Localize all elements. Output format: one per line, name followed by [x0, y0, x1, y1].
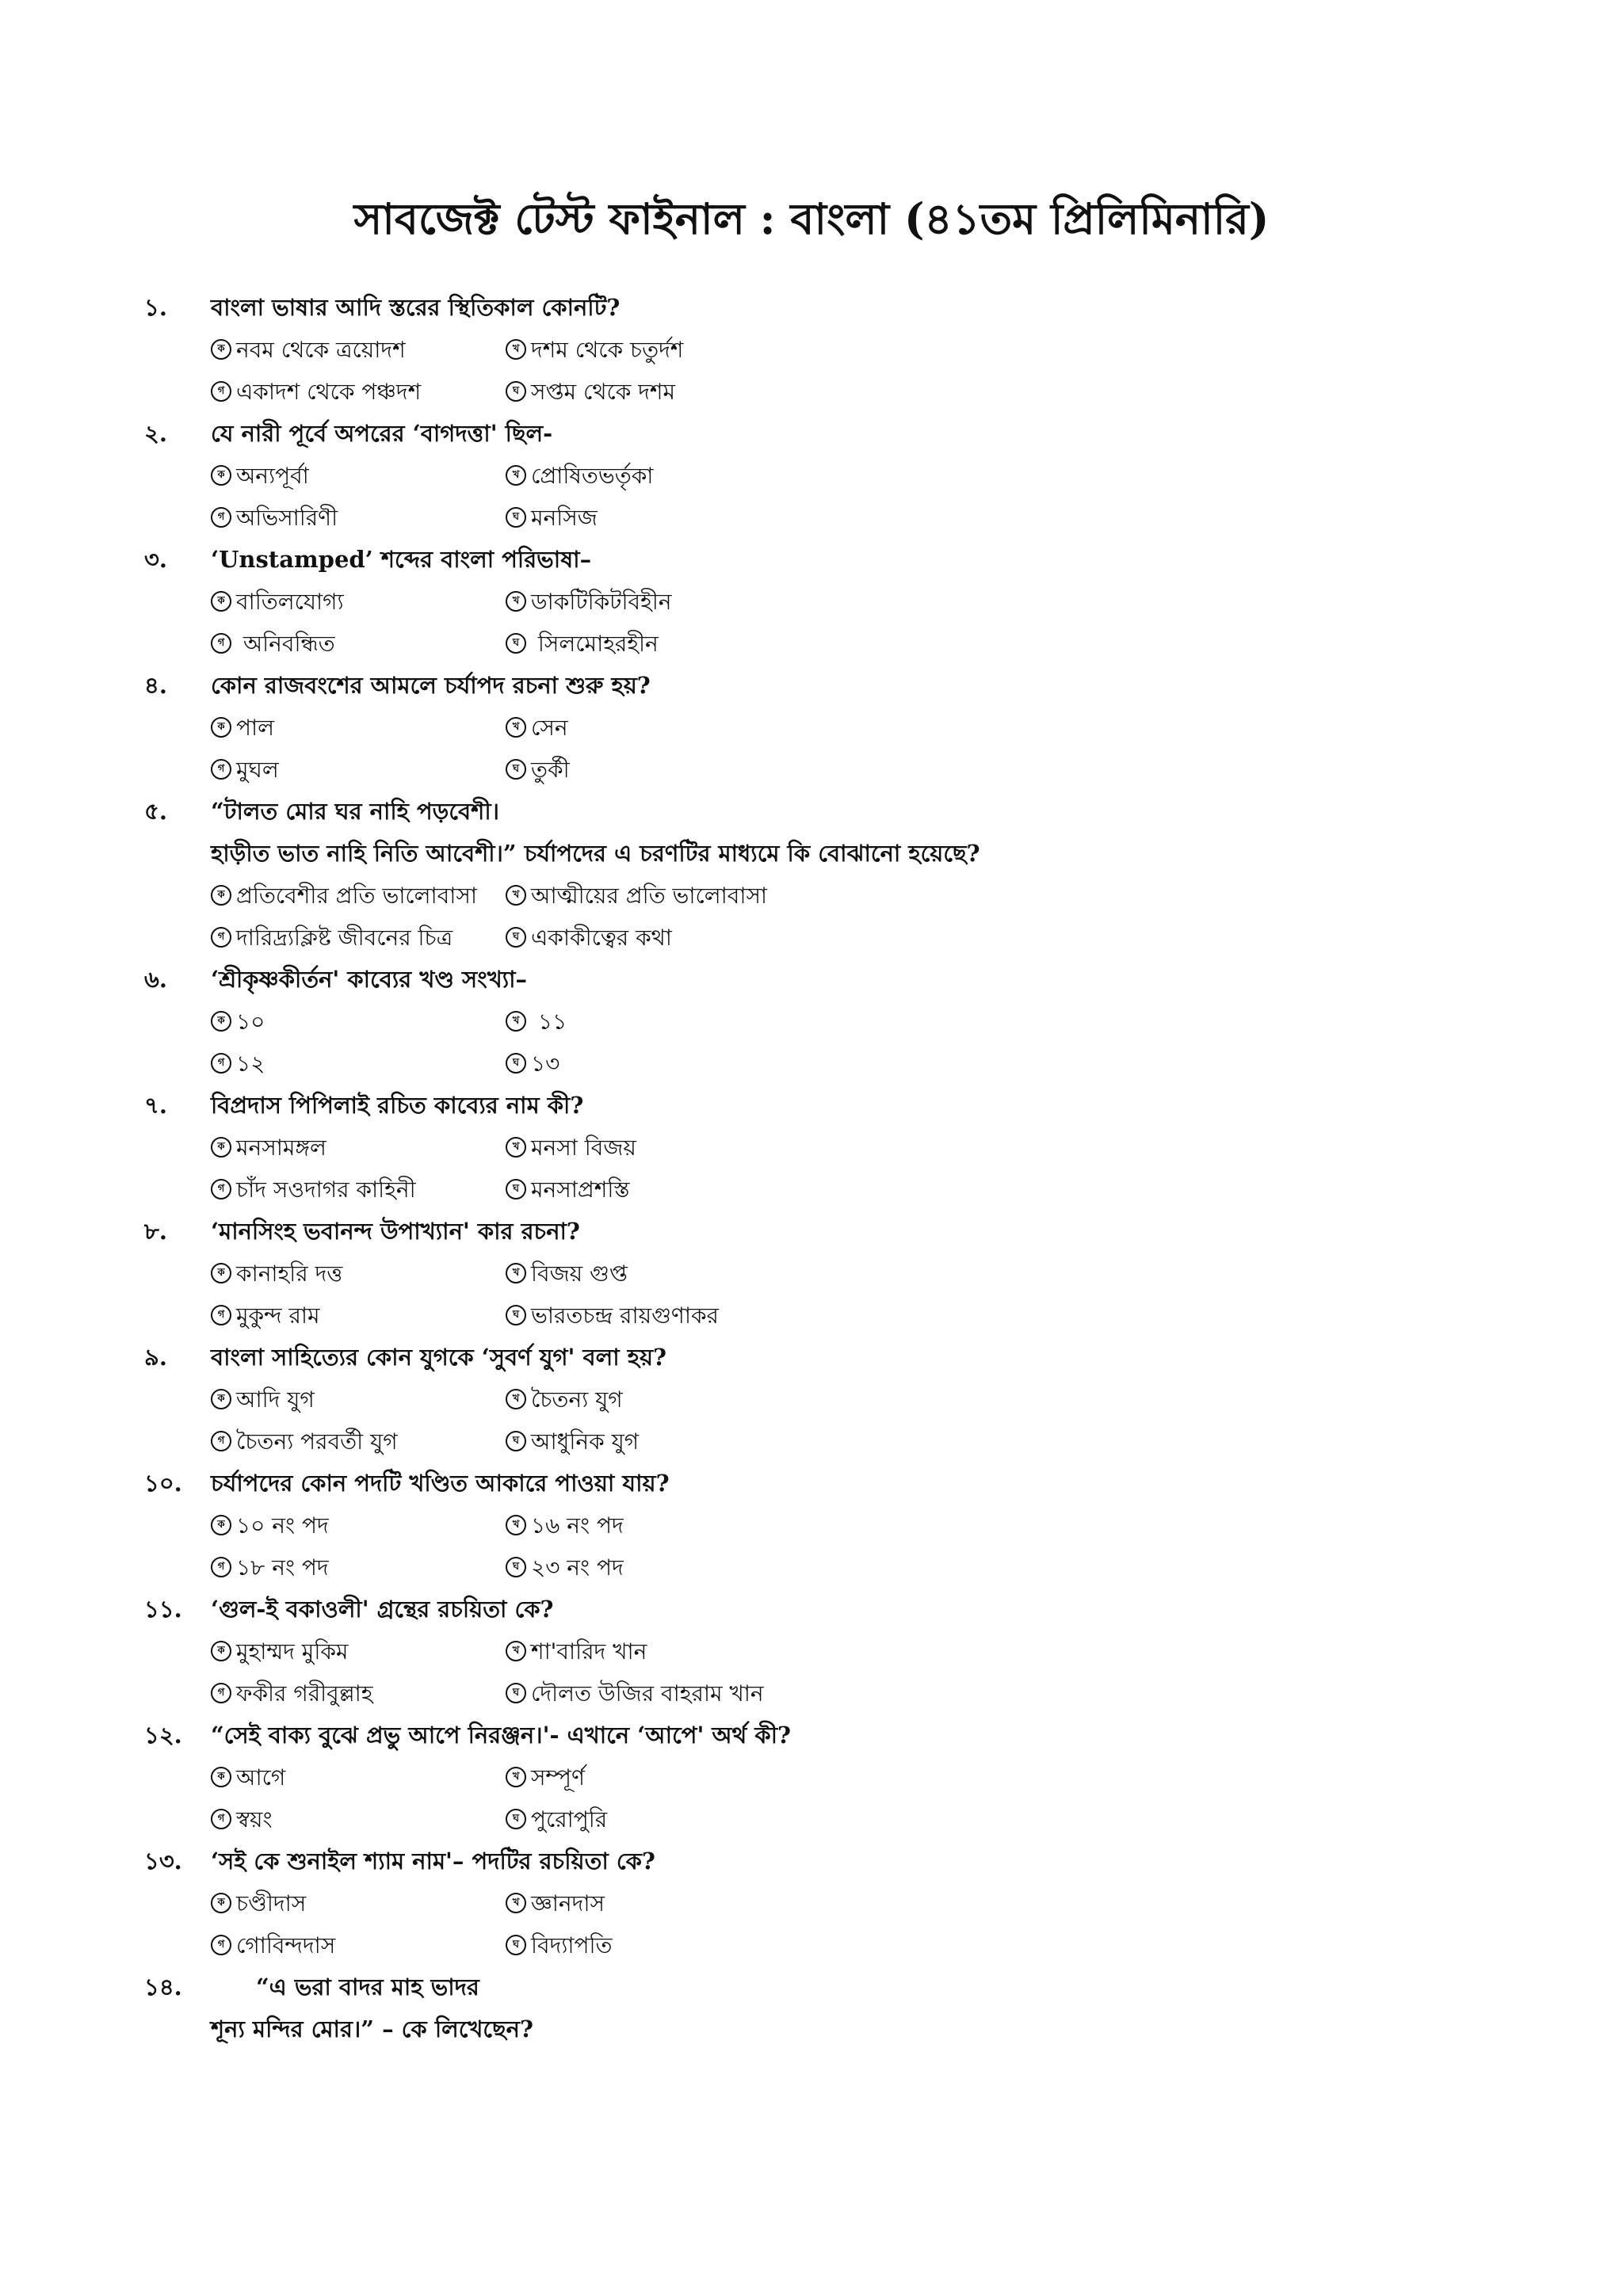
question-text: ‘Unstamped’ শব্দের বাংলা পরিভাষা– — [211, 546, 592, 573]
option-text: একাদশ থেকে পঞ্চদশ — [236, 379, 422, 405]
question-number: ২. — [144, 420, 167, 447]
option-gha — [506, 1043, 559, 1085]
option-marker-icon: ঘ — [506, 927, 526, 948]
option-gha — [506, 749, 570, 791]
option-text: মুহাম্মদ মুকিম — [236, 1638, 349, 1665]
option-text: ১৮ নং পদ — [236, 1554, 329, 1581]
question-text: কোন রাজবংশের আমলে চর্যাপদ রচনা শুরু হয়? — [211, 672, 651, 699]
option-ga — [211, 749, 279, 791]
question-number: ১১. — [144, 1596, 182, 1623]
option-ka — [211, 707, 274, 749]
option-marker-icon: গ — [211, 1305, 231, 1325]
option-text: মনসামঙ্গল — [236, 1135, 327, 1161]
option-marker-icon: খ — [506, 591, 526, 612]
option-marker-icon: খ — [506, 1011, 526, 1032]
option-text: ১০ নং পদ — [236, 1512, 329, 1539]
option-ga — [211, 1295, 320, 1337]
option-marker-icon: গ — [211, 1179, 231, 1199]
option-text: ১২ — [236, 1051, 265, 1077]
question-9 — [0, 1337, 1623, 1463]
question-text: বাংলা সাহিত্যের কোন যুগকে ‘সুবর্ণ যুগ' বলা হয়? — [211, 1344, 667, 1371]
option-marker-icon: ক — [211, 1515, 231, 1535]
option-text: মুকুন্দ রাম — [236, 1302, 320, 1329]
question-10 — [0, 1463, 1623, 1589]
option-text: তুর্কী — [531, 757, 570, 783]
question-text: “সেই বাক্য বুঝে প্রভু আপে নিরঞ্জন।'- এখানে ‘আপে' অর্থ কী? — [211, 1722, 791, 1749]
option-marker-icon: ঘ — [506, 1557, 526, 1577]
option-text: পাল — [236, 715, 274, 741]
option-marker-icon: ক — [211, 885, 231, 906]
option-kha — [506, 1630, 647, 1672]
option-marker-icon: গ — [211, 1431, 231, 1451]
option-ga — [211, 1043, 265, 1085]
option-gha — [506, 1672, 764, 1714]
question-text: ‘শ্রীকৃষ্ণকীর্তন' কাব্যের খণ্ড সংখ্যা– — [211, 966, 528, 993]
question-2 — [0, 413, 1623, 539]
option-ka — [211, 1630, 348, 1672]
option-marker-icon: খ — [506, 1263, 526, 1283]
question-text: বাংলা ভাষার আদি স্তরের স্থিতিকাল কোনটি? — [211, 294, 621, 321]
option-gha — [506, 1169, 630, 1211]
option-marker-icon: ঘ — [506, 507, 526, 528]
option-kha — [506, 1882, 605, 1924]
option-text: সেন — [531, 715, 568, 741]
question-number: ১. — [144, 294, 167, 321]
option-text: আধুনিক যুগ — [531, 1428, 640, 1455]
option-text: প্রোষিতভর্তৃকা — [531, 463, 654, 489]
option-ga — [211, 1672, 372, 1714]
option-marker-icon: ঘ — [506, 1053, 526, 1074]
option-ka — [211, 1253, 342, 1295]
question-number: ১০. — [144, 1470, 182, 1497]
option-text: মুঘল — [236, 757, 279, 783]
option-marker-icon: খ — [506, 1137, 526, 1158]
option-ka — [211, 1127, 327, 1169]
option-text: আগে — [236, 1764, 286, 1791]
option-text: জ্ঞানদাস — [531, 1890, 605, 1917]
option-marker-icon: গ — [211, 927, 231, 948]
option-text: বিজয় গুপ্ত — [531, 1261, 628, 1287]
option-marker-icon: গ — [211, 1809, 231, 1829]
option-marker-icon: ঘ — [506, 1935, 526, 1955]
option-marker-icon: খ — [506, 465, 526, 486]
option-text: প্রতিবেশীর প্রতি ভালোবাসা — [236, 883, 477, 909]
option-marker-icon: ক — [211, 1767, 231, 1787]
option-marker-icon: ঘ — [506, 381, 526, 402]
option-marker-icon: ক — [211, 1137, 231, 1158]
question-text: “এ ভরা বাদর মাহ ভাদর — [256, 1974, 479, 2000]
option-text: অন্যপূর্বা — [236, 463, 309, 489]
option-text: ডাকটিকিটবিহীন — [531, 589, 672, 615]
option-ka — [211, 1882, 306, 1924]
option-marker-icon: ঘ — [506, 1431, 526, 1451]
question-text: ‘সই কে শুনাইল শ্যাম নাম'– পদটির রচয়িতা কে? — [211, 1848, 655, 1875]
option-ga — [211, 1547, 329, 1589]
option-kha — [506, 1001, 567, 1043]
option-ga — [211, 497, 338, 539]
option-ga — [211, 623, 335, 665]
option-text: চণ্ডীদাস — [236, 1890, 307, 1917]
option-text: ১৬ নং পদ — [531, 1512, 624, 1539]
option-marker-icon: গ — [211, 633, 231, 654]
option-ka — [211, 1001, 265, 1043]
option-kha — [506, 1253, 628, 1295]
question-7 — [0, 1085, 1623, 1211]
question-number: ১৪. — [144, 1974, 182, 2000]
option-marker-icon: ক — [211, 1011, 231, 1032]
option-text: নবম থেকে ত্রয়োদশ — [236, 337, 406, 363]
option-kha — [506, 875, 767, 917]
question-text: “টালত মোর ঘর নাহি পড়বেশী। — [211, 798, 499, 825]
question-text: চর্যাপদের কোন পদটি খণ্ডিত আকারে পাওয়া যায়? — [211, 1470, 670, 1497]
option-marker-icon: খ — [506, 1389, 526, 1409]
question-text-continued: শূন্য মন্দির মোর।” – কে লিখেছেন? — [211, 2016, 533, 2042]
option-marker-icon: ক — [211, 717, 231, 738]
option-marker-icon: গ — [211, 507, 231, 528]
question-14 — [0, 1966, 1623, 2050]
option-ka — [211, 581, 344, 623]
option-text: কানাহরি দত্ত — [236, 1261, 343, 1287]
question-text: ‘গুল-ই বকাওলী' গ্রন্থের রচয়িতা কে? — [211, 1596, 554, 1623]
question-number: ৪. — [144, 672, 167, 699]
option-text: বিদ্যাপতি — [531, 1932, 613, 1958]
option-gha — [506, 1421, 639, 1463]
option-marker-icon: গ — [211, 1935, 231, 1955]
option-marker-icon: ঘ — [506, 759, 526, 780]
option-text: একাকীত্বের কথা — [531, 925, 672, 951]
option-text: ফকীর গরীবুল্লাহ — [236, 1680, 373, 1707]
option-marker-icon: ক — [211, 339, 231, 360]
option-ka — [211, 1756, 285, 1798]
option-text: ১০ — [236, 1009, 265, 1035]
question-list — [0, 287, 1623, 2050]
option-text: বাতিলযোগ্য — [236, 589, 344, 615]
option-marker-icon: ক — [211, 1641, 231, 1661]
option-text: আত্মীয়ের প্রতি ভালোবাসা — [531, 883, 768, 909]
option-text: মনসাপ্রশস্তি — [531, 1177, 630, 1203]
option-gha — [506, 1295, 719, 1337]
option-marker-icon: খ — [506, 717, 526, 738]
option-text: সিলমোহরহীন — [531, 631, 659, 657]
question-1 — [0, 287, 1623, 413]
option-text: আদি যুগ — [236, 1386, 315, 1413]
question-text: যে নারী পূর্বে অপরের ‘বাগদত্তা' ছিল- — [211, 420, 553, 447]
option-marker-icon: গ — [211, 1053, 231, 1074]
option-marker-icon: গ — [211, 759, 231, 780]
option-text: অভিসারিণী — [236, 505, 338, 531]
option-marker-icon: ঘ — [506, 1305, 526, 1325]
option-text: পুরোপুরি — [531, 1806, 608, 1833]
option-text: ১৩ — [531, 1051, 560, 1077]
option-gha — [506, 1924, 613, 1966]
option-text: সম্পূর্ণ — [531, 1764, 585, 1791]
option-marker-icon: গ — [211, 1683, 231, 1703]
option-gha — [506, 917, 672, 959]
option-marker-icon: ক — [211, 465, 231, 486]
question-number: ৮. — [144, 1218, 167, 1245]
question-text: ‘মানসিংহ ভবানন্দ উপাখ্যান' কার রচনা? — [211, 1218, 580, 1245]
option-marker-icon: খ — [506, 1641, 526, 1661]
option-marker-icon: খ — [506, 339, 526, 360]
option-text: মনসিজ — [531, 505, 598, 531]
option-text: চৈতন্য যুগ — [531, 1386, 623, 1413]
option-gha — [506, 497, 598, 539]
option-marker-icon: ক — [211, 1893, 231, 1913]
option-text: দশম থেকে চতুর্দশ — [531, 337, 684, 363]
option-ga — [211, 1798, 273, 1840]
question-number: ৫. — [144, 798, 167, 825]
option-marker-icon: গ — [211, 381, 231, 402]
option-ga — [211, 1421, 398, 1463]
question-number: ৭. — [144, 1092, 167, 1119]
option-kha — [506, 1379, 623, 1421]
option-text: স্বয়ং — [236, 1806, 273, 1833]
question-6 — [0, 959, 1623, 1085]
option-marker-icon: ক — [211, 1263, 231, 1283]
question-12 — [0, 1714, 1623, 1840]
option-ga — [211, 371, 421, 413]
option-text: দারিদ্র্যক্লিষ্ট জীবনের চিত্র — [236, 925, 453, 951]
option-marker-icon: খ — [506, 885, 526, 906]
option-kha — [506, 455, 653, 497]
option-ka — [211, 455, 309, 497]
option-marker-icon: ঘ — [506, 633, 526, 654]
question-11 — [0, 1589, 1623, 1714]
option-marker-icon: ক — [211, 591, 231, 612]
option-gha — [506, 1798, 607, 1840]
option-ka — [211, 1505, 329, 1547]
option-ka — [211, 329, 406, 371]
page-title: সাবজেক্ট টেস্ট ফাইনাল : বাংলা (৪১তম প্রিলিমিনারি) — [353, 193, 1270, 244]
option-text: চাঁদ সওদাগর কাহিনী — [236, 1177, 416, 1203]
question-5 — [0, 791, 1623, 959]
option-kha — [506, 329, 683, 371]
option-gha — [506, 623, 659, 665]
option-text: শা'বারিদ খান — [531, 1638, 647, 1665]
option-marker-icon: খ — [506, 1767, 526, 1787]
question-4 — [0, 665, 1623, 791]
question-text-continued: হাড়ীত ভাত নাহি নিতি আবেশী।” চর্যাপদের এ চরণটির মাধ্যমে কি বোঝানো হয়েছে? — [211, 840, 980, 867]
option-marker-icon: ঘ — [506, 1683, 526, 1703]
option-text: গোবিন্দদাস — [236, 1932, 336, 1958]
option-text: সপ্তম থেকে দশম — [531, 379, 676, 405]
option-gha — [506, 1547, 624, 1589]
option-ka — [211, 1379, 315, 1421]
question-number: ১২. — [144, 1722, 182, 1749]
option-kha — [506, 1505, 624, 1547]
option-marker-icon: গ — [211, 1557, 231, 1577]
question-8 — [0, 1211, 1623, 1337]
question-13 — [0, 1840, 1623, 1966]
option-kha — [506, 1127, 636, 1169]
option-ga — [211, 917, 453, 959]
option-text: দৌলত উজির বাহরাম খান — [531, 1680, 764, 1707]
option-text: চৈতন্য পরবর্তী যুগ — [236, 1428, 398, 1455]
option-text: ২৩ নং পদ — [531, 1554, 624, 1581]
option-text: মনসা বিজয় — [531, 1135, 636, 1161]
option-gha — [506, 371, 675, 413]
option-text: ১১ — [531, 1009, 567, 1035]
option-text: ভারতচন্দ্র রায়গুণাকর — [531, 1302, 719, 1329]
option-ga — [211, 1924, 335, 1966]
option-kha — [506, 707, 568, 749]
question-number: ১৩. — [144, 1848, 182, 1875]
option-marker-icon: ঘ — [506, 1179, 526, 1199]
question-number: ৩. — [144, 546, 167, 573]
option-marker-icon: খ — [506, 1893, 526, 1913]
question-number: ৯. — [144, 1344, 167, 1371]
question-number: ৬. — [144, 966, 167, 993]
question-text: বিপ্রদাস পিপিলাই রচিত কাব্যের নাম কী? — [211, 1092, 584, 1119]
option-ga — [211, 1169, 416, 1211]
option-kha — [506, 1756, 585, 1798]
option-marker-icon: ঘ — [506, 1809, 526, 1829]
option-marker-icon: খ — [506, 1515, 526, 1535]
option-ka — [211, 875, 477, 917]
option-marker-icon: ক — [211, 1389, 231, 1409]
question-3 — [0, 539, 1623, 665]
option-kha — [506, 581, 671, 623]
option-text: অনিবন্ধিত — [236, 631, 335, 657]
